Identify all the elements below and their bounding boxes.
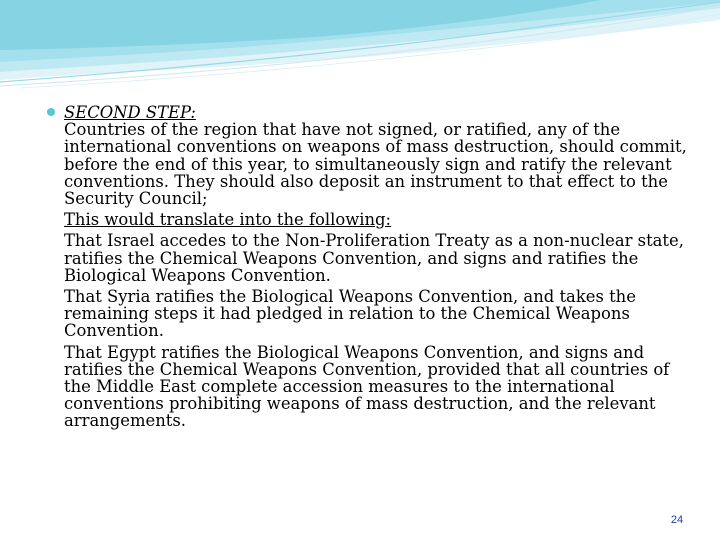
header-wave-decoration	[0, 0, 720, 90]
paragraph-egypt: That Egypt ratifies the Biological Weapons Convention, and signs and ratifies the Chemical Weapons Convention, provided that all countries of the Middle East complete accession measures to the international conventions prohibiting weapons of mass destruction, and the relevant arrangements.	[64, 342, 670, 431]
paragraph-translation-heading: This would translate into the following:	[64, 210, 392, 230]
paragraph-syria: That Syria ratifies the Biological Weapons Convention, and takes the remaining steps it had pledged in relation to the Chemical Weapons Convention.	[64, 287, 636, 341]
section-heading: SECOND STEP:	[64, 103, 196, 122]
slide-content	[64, 104, 692, 434]
bullet-point-icon	[47, 108, 55, 116]
paragraph-israel: That Israel accedes to the Non-Proliferation Treaty as a non-nuclear state, ratifies the Chemical Weapons Convention, and signs and ratifies the Biological Weapons Convention.	[64, 231, 684, 285]
paragraph-intro: Countries of the region that have not signed, or ratified, any of the international conventions on weapons of mass destruction, should commit, before the end of this year, to simultaneously sign and ratify the relevant conventions. They should also deposit an instrument to that effect to the Security Council;	[64, 120, 687, 209]
page-number: 24	[670, 514, 684, 526]
